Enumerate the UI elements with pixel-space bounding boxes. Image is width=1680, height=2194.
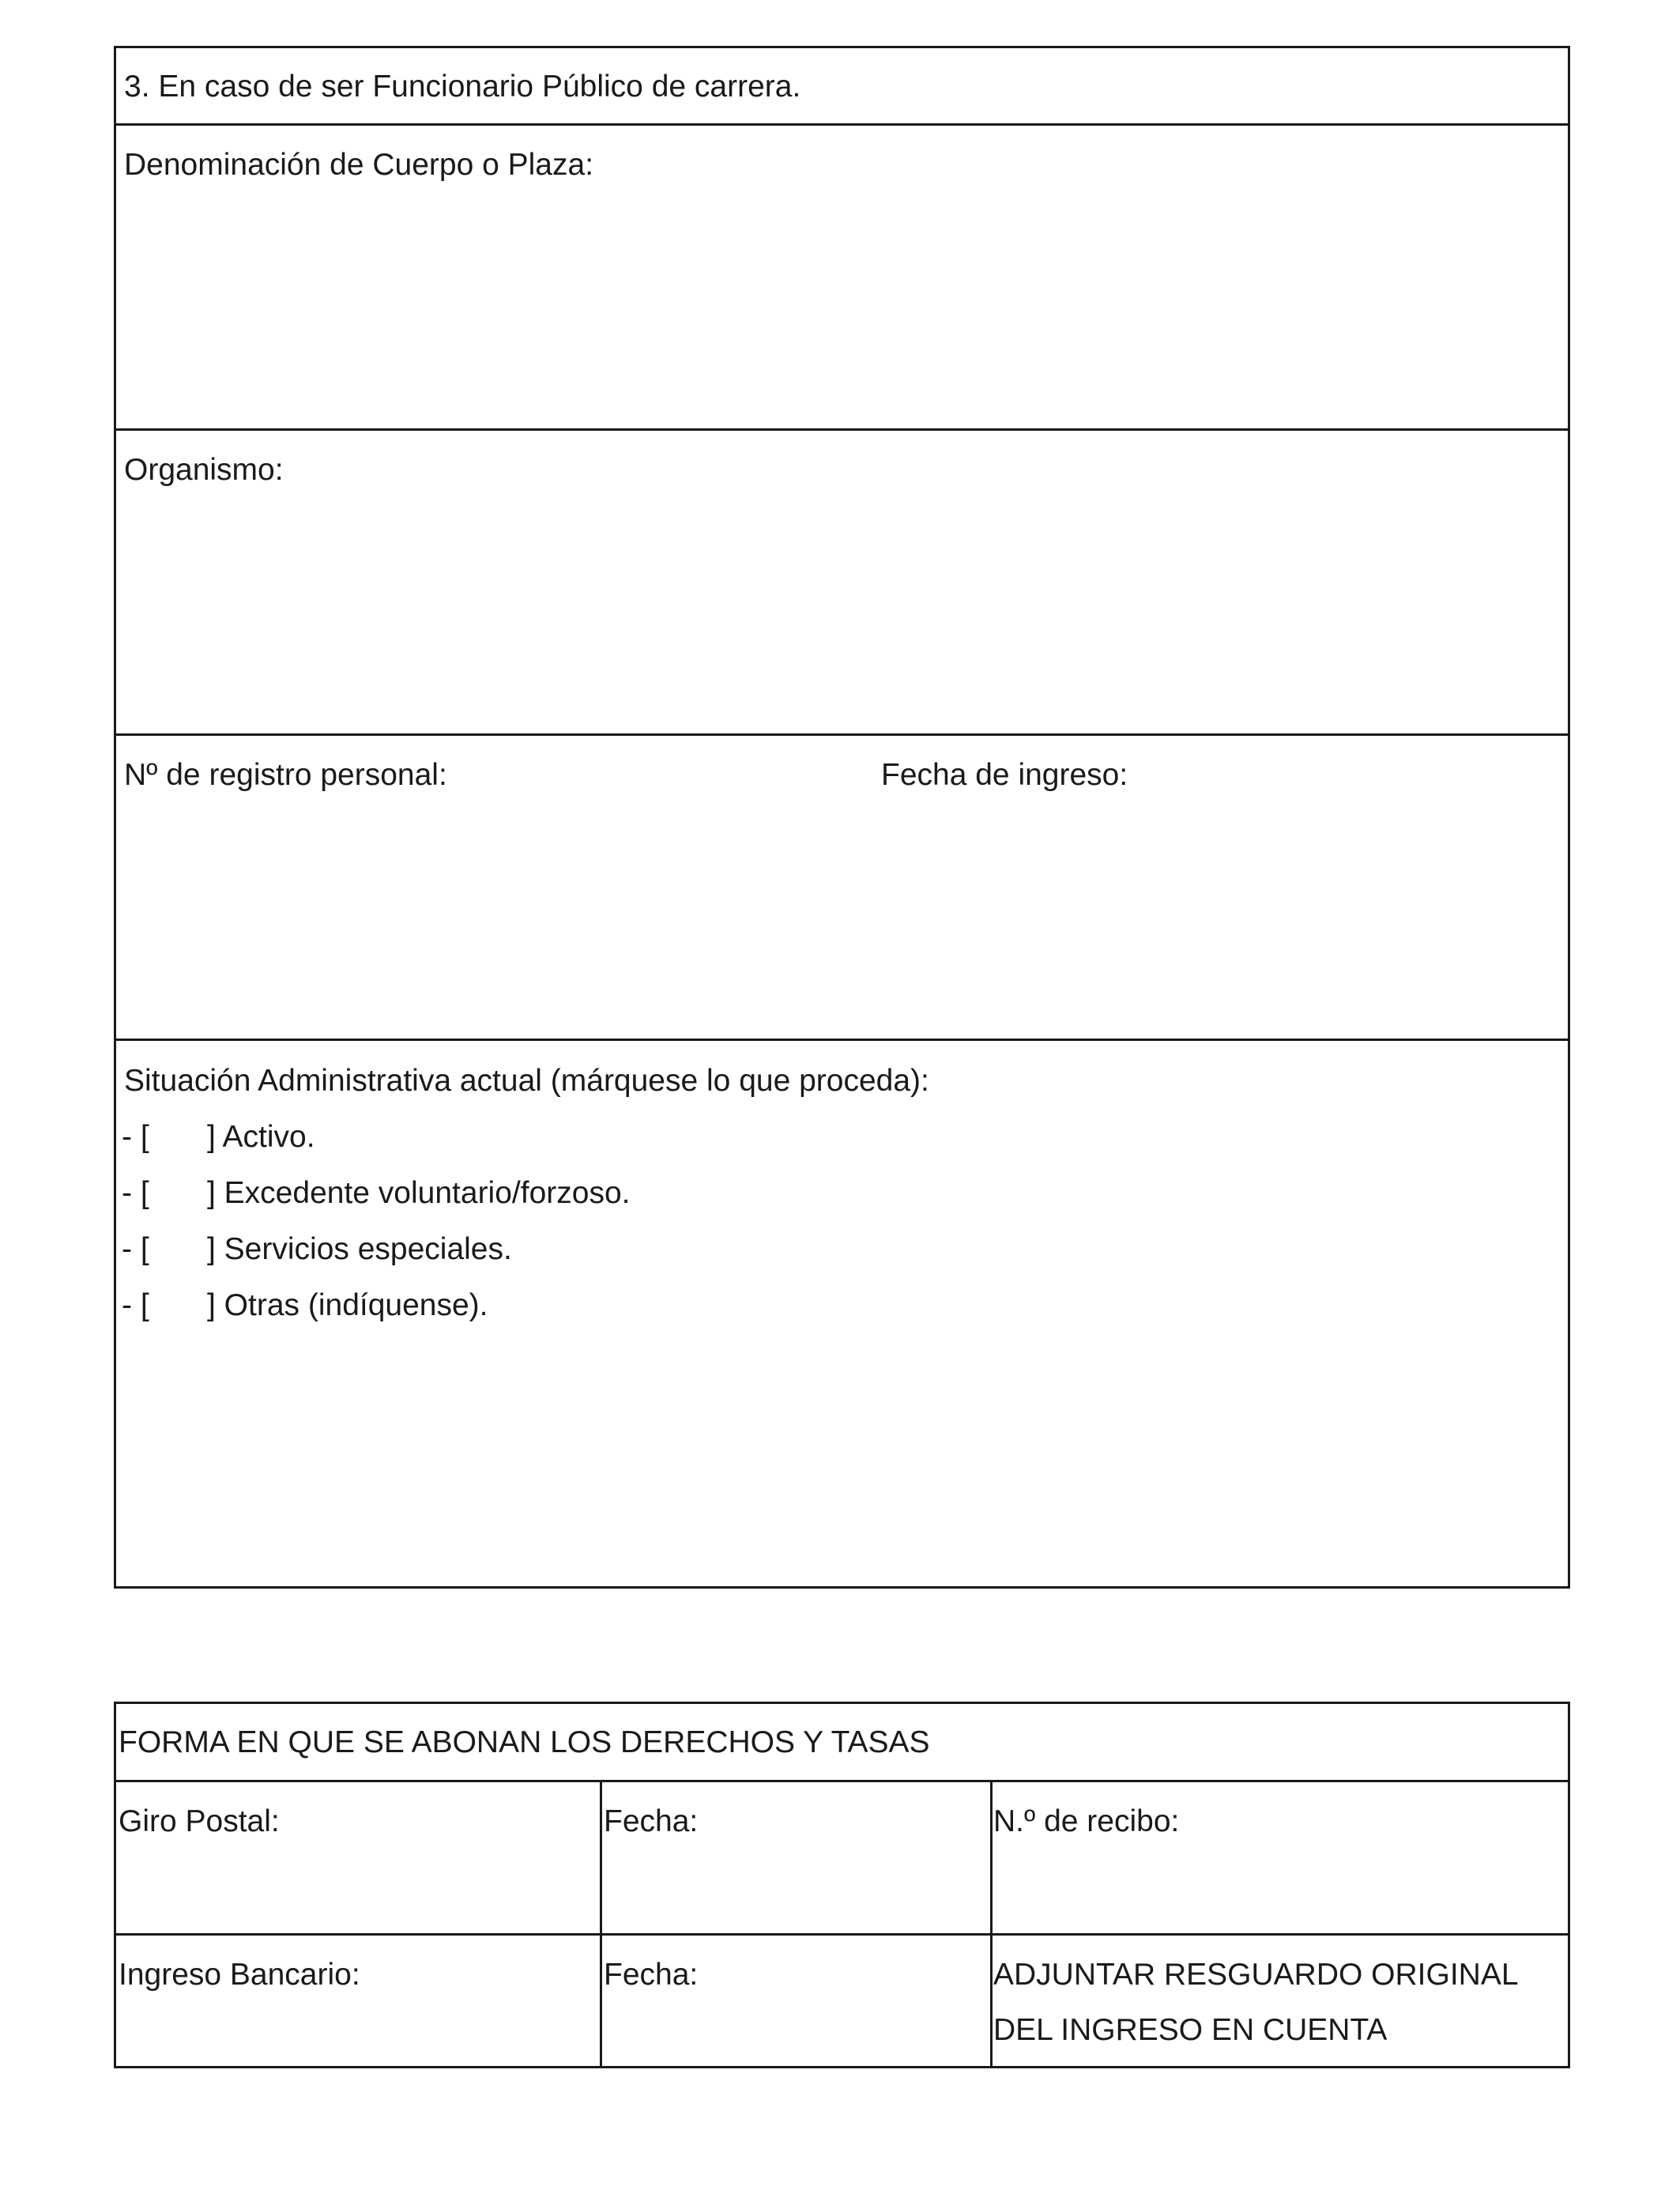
- fecha-ingreso-field[interactable]: [877, 800, 1568, 1037]
- checkbox-open-bracket[interactable]: - [: [122, 1288, 149, 1322]
- option-otras: [122, 1287, 488, 1324]
- situacion-administrativa-label: Situación Administrativa actual (márquese lo que proceda):: [124, 1064, 929, 1098]
- giro-postal-label: Giro Postal:: [119, 1804, 280, 1838]
- column-divider: [990, 1780, 993, 2068]
- checkbox-open-bracket[interactable]: - [: [122, 1120, 149, 1154]
- adjuntar-line-2: DEL INGRESO EN CUENTA: [993, 2013, 1388, 2047]
- option-label: ] Otras (indíquense).: [207, 1288, 488, 1322]
- cuerpo-plaza-label: Denominación de Cuerpo o Plaza:: [124, 148, 594, 182]
- giro-fecha-label: Fecha:: [604, 1804, 699, 1838]
- row-divider: [114, 1933, 1570, 1936]
- registro-personal-label: Nº de registro personal:: [124, 758, 447, 792]
- registro-personal-field[interactable]: [116, 800, 867, 1037]
- section-title: 3. En caso de ser Funcionario Público de carrera.: [124, 70, 801, 104]
- option-label: ] Servicios especiales.: [207, 1232, 512, 1266]
- cuerpo-plaza-field[interactable]: [116, 190, 1568, 427]
- row-divider: [114, 1780, 1570, 1782]
- payment-title: FORMA EN QUE SE ABONAN LOS DERECHOS Y TASAS: [119, 1725, 930, 1759]
- ingreso-bancario-label: Ingreso Bancario:: [119, 1958, 360, 1992]
- checkbox-open-bracket[interactable]: - [: [122, 1232, 149, 1266]
- row-divider: [114, 1039, 1570, 1041]
- fecha-ingreso-label: Fecha de ingreso:: [881, 758, 1128, 792]
- option-label: ] Activo.: [207, 1120, 315, 1154]
- row-divider: [114, 123, 1570, 126]
- adjuntar-line-1: ADJUNTAR RESGUARDO ORIGINAL: [993, 1958, 1519, 1992]
- organismo-label: Organismo:: [124, 453, 284, 487]
- column-divider: [600, 1780, 602, 2068]
- row-divider: [114, 428, 1570, 431]
- row-divider: [114, 733, 1570, 736]
- checkbox-open-bracket[interactable]: - [: [122, 1176, 149, 1210]
- option-servicios-especiales: [122, 1231, 512, 1268]
- option-activo: [122, 1119, 315, 1155]
- option-label: ] Excedente voluntario/forzoso.: [207, 1176, 631, 1210]
- ingreso-fecha-label: Fecha:: [604, 1958, 699, 1992]
- recibo-label: N.º de recibo:: [993, 1804, 1180, 1838]
- option-excedente: [122, 1175, 630, 1212]
- organismo-field[interactable]: [116, 495, 1568, 732]
